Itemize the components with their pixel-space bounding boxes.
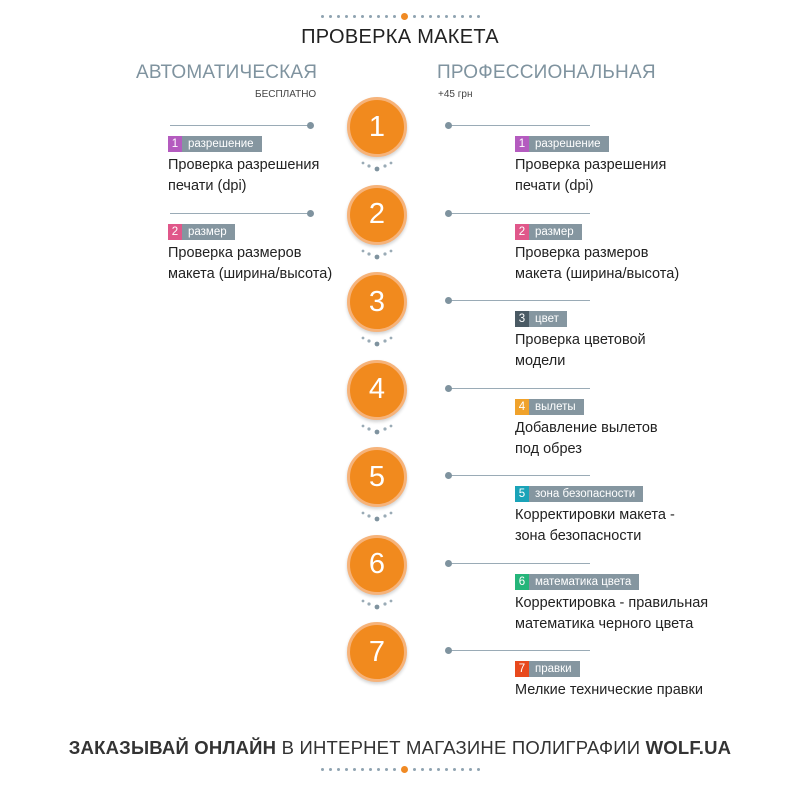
right-connector-line <box>448 388 590 389</box>
step-circle-3: 3 <box>347 272 407 332</box>
step-tag-label: разрешение <box>535 138 601 150</box>
step-tag-label: правки <box>535 663 572 675</box>
left-connector-line <box>170 213 310 214</box>
description-line: под обрез <box>515 440 582 457</box>
step-tag-number: 3 <box>515 311 529 327</box>
auto-column-heading: АВТОМАТИЧЕСКАЯ <box>136 62 318 83</box>
step-tag-label: размер <box>535 225 574 238</box>
step-tag-label: зона безопасности <box>535 488 636 500</box>
right-connector-line <box>448 300 590 301</box>
right-connector-dot <box>445 560 452 567</box>
bottom-dots-divider <box>300 765 500 773</box>
step-tag-number: 4 <box>515 399 529 415</box>
step-tag-number: 1 <box>168 136 182 152</box>
step-circle-1: 1 <box>347 97 407 157</box>
right-connector-dot <box>445 122 452 129</box>
step-tag-label: вылеты <box>535 400 576 413</box>
right-step-tag <box>515 399 584 415</box>
right-connector-line <box>448 650 590 651</box>
right-connector-line <box>448 213 590 214</box>
description-line: Проверка цветовой <box>515 332 646 348</box>
description-line: печати (dpi) <box>515 178 594 194</box>
description-line: Корректировка - правильная <box>515 594 709 611</box>
step-tag-label: цвет <box>535 313 559 325</box>
right-step-tag <box>515 136 609 152</box>
step-tag-label: разрешение <box>188 138 254 150</box>
left-step-description <box>168 243 332 285</box>
left-connector-dot <box>307 210 314 217</box>
right-connector-line <box>448 563 590 564</box>
description-line: макета (ширина/высота) <box>168 265 333 282</box>
step-tag-number: 2 <box>168 224 182 240</box>
left-connector-line <box>170 125 310 126</box>
description-line: печати (dpi) <box>168 178 247 194</box>
step-tag-number: 2 <box>515 224 529 240</box>
right-step-description <box>515 155 666 197</box>
right-connector-dot <box>445 385 452 392</box>
right-step-description <box>515 243 679 285</box>
step-circle-5: 5 <box>347 447 407 507</box>
right-step-tag <box>515 224 582 240</box>
chevron-dots-icon <box>357 598 397 612</box>
footer-middle: В ИНТЕРНЕТ МАГАЗИНЕ ПОЛИГРАФИИ <box>276 737 646 758</box>
right-step-description <box>515 505 675 547</box>
description-line: Корректировки макета - <box>515 507 675 523</box>
description-line: Проверка разрешения <box>515 157 667 173</box>
right-connector-line <box>448 475 590 476</box>
right-step-description <box>515 330 646 372</box>
step-circle-2: 2 <box>347 185 407 245</box>
right-step-description <box>515 680 703 701</box>
description-line: модели <box>515 353 566 369</box>
right-connector-dot <box>445 647 452 654</box>
step-circle-6: 6 <box>347 535 407 595</box>
chevron-dots-icon <box>357 423 397 437</box>
right-connector-dot <box>445 297 452 304</box>
left-connector-dot <box>307 122 314 129</box>
description-line: макета (ширина/высота) <box>515 265 680 282</box>
top-dots-divider <box>300 12 500 20</box>
step-tag-number: 1 <box>515 136 529 152</box>
right-step-tag <box>515 486 643 502</box>
chevron-dots-icon <box>357 510 397 524</box>
right-step-description <box>515 418 658 460</box>
left-step-tag <box>168 224 235 240</box>
right-connector-line <box>448 125 590 126</box>
footer-brand[interactable]: WOLF.UA <box>645 737 732 758</box>
right-step-description <box>515 593 708 635</box>
step-tag-number: 6 <box>515 574 529 590</box>
step-tag-label: математика цвета <box>535 575 632 588</box>
description-line: Проверка разрешения <box>168 157 320 173</box>
description-line: зона безопасности <box>515 528 642 544</box>
left-step-tag <box>168 136 262 152</box>
auto-price-note: БЕСПЛАТНО <box>255 89 317 100</box>
footer-slogan <box>0 737 800 759</box>
chevron-dots-icon <box>357 335 397 349</box>
description-line: Добавление вылетов <box>515 419 658 436</box>
page-title: ПРОВЕРКА МАКЕТА <box>301 26 499 48</box>
right-connector-dot <box>445 472 452 479</box>
right-step-tag <box>515 311 567 327</box>
step-tag-number: 5 <box>515 486 529 502</box>
footer-strong-left: ЗАКАЗЫВАЙ ОНЛАЙН <box>68 737 277 758</box>
right-connector-dot <box>445 210 452 217</box>
left-step-description <box>168 155 319 197</box>
chevron-dots-icon <box>357 160 397 174</box>
description-line: Проверка размеров <box>168 244 302 261</box>
chevron-dots-icon <box>357 248 397 262</box>
step-circle-7: 7 <box>347 622 407 682</box>
step-circle-4: 4 <box>347 360 407 420</box>
step-tag-label: размер <box>188 225 227 238</box>
right-step-tag <box>515 574 639 590</box>
step-tag-number: 7 <box>515 661 529 677</box>
right-step-tag <box>515 661 580 677</box>
description-line: Проверка размеров <box>515 244 649 261</box>
description-line: математика черного цвета <box>515 615 694 632</box>
pro-column-heading: ПРОФЕССИОНАЛЬНАЯ <box>437 62 656 83</box>
description-line: Мелкие технические правки <box>515 682 703 698</box>
pro-price-note: +45 грн <box>438 89 473 100</box>
